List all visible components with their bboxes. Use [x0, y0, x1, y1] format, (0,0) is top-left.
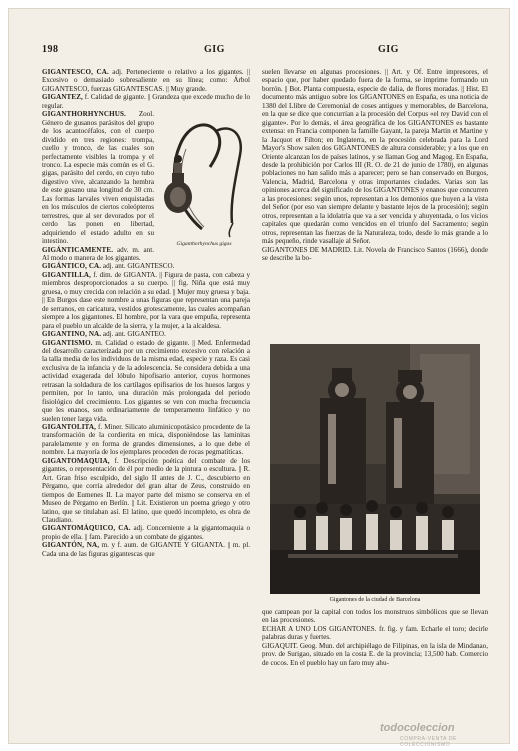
- entry-headword: GIGANTILLA,: [42, 270, 91, 279]
- entry-gigantolita: [42, 423, 250, 457]
- entry-gigantismo: [42, 339, 250, 424]
- worm-figure: [158, 111, 250, 251]
- entry-giganthorhynchus: [42, 110, 250, 248]
- page-number: 198: [42, 44, 59, 55]
- right-column-bottom: [262, 608, 488, 718]
- entry-headword: GIGANTESCO, CA.: [42, 68, 109, 76]
- entry-headword: GIGÁNTICAMENTE.: [42, 245, 114, 254]
- header-guide-word-right: GIG: [378, 44, 399, 55]
- entry-gigantomaquia: [42, 457, 250, 525]
- entry-definition: adj. Perteneciente o relativo a los gigantes. || Excesivo o demasiado sobresaliente en su línea; como: Árbol GIGANTESCO, fuerzas GIGANTESCAS. || Muy grande.: [42, 68, 250, 93]
- right-column-top: [262, 68, 488, 344]
- entry-gigantez: [42, 93, 250, 110]
- gigantones-photo: [270, 344, 480, 594]
- left-column: [42, 68, 250, 728]
- watermark: [366, 718, 506, 746]
- gigantones-de-madrid-continuation: que campean por la capital con todos los monstruos simbólicos que se llevan en las procesiones.: [262, 608, 488, 625]
- worm-illustration: [158, 111, 250, 239]
- entry-gigantesco: [42, 68, 250, 93]
- entry-echar-a-uno: ECHAR A UNO LOS GIGANTONES. fr. fig. y fam. Echarle el toro; decirle palabras duras y fuertes.: [262, 624, 488, 642]
- entry-definition: adj. ant. GIGANTEO.: [101, 330, 166, 339]
- entry-gigantino: [42, 330, 250, 338]
- entry-definition: adv. m. ant. Al modo o manera de los gigantes.: [42, 245, 154, 262]
- entry-headword: GIGANTOMAQUIA,: [42, 456, 110, 465]
- watermark-subtitle: COMPRA-VENTA DE COLECCIONISMO: [400, 736, 457, 748]
- entry-definition: m. y f. aum. de GIGANTE Y GIGANTA. || m. pl. Cada una de las figuras gigantescas que: [42, 541, 250, 558]
- gigantones-de-madrid-line: GIGANTONES DE MADRID. Lit. Novela de Francisco Santos (1666), donde se describe la bo-: [262, 245, 488, 262]
- page-sheet: [8, 8, 510, 744]
- page-header: [42, 44, 488, 58]
- entry-headword: GIGANTINO, NA.: [42, 330, 102, 339]
- entry-definition: f. Miner. Silicato aluminicopotásico procedente de la transformación de la cordierita en mica, disponiéndose las laminitas paralelamente y en forma de grandes dimensiones, a lo que debe el nombre. La mayoría de los ejemplares proceden de rocas pegmatíticas.: [42, 423, 250, 457]
- photo-block: [262, 344, 488, 606]
- entry-definition: f. Calidad de gigante. || Grandeza que excede mucho de lo regular.: [42, 93, 250, 110]
- header-guide-word-left: GIG: [204, 44, 225, 55]
- entry-headword: GIGANTOLITA,: [42, 423, 96, 432]
- entry-headword: GIGANTEZ,: [42, 93, 83, 102]
- entry-gigantico: [42, 262, 250, 270]
- entry-definition: adj. Concerniente a la gigantomaquia o propio de ella. || fam. Parecido a un combate de gigantes.: [42, 524, 250, 541]
- gigantones-photo-image: [270, 344, 480, 594]
- entry-definition: Zool. Género de gusanos parásitos del grupo de los acantocéfalos, con el cuerpo dividido en tres regiones: trompa, cuello y tronco, de las cuales son perfectamente visibles la trompa y el tronco. La especie más común es el G. gigas, parásito del cerdo, en cuyo tubo digestivo vive, alcanzando la hembra de este gusano una longitud de 30 cm. Las formas larvales viven enquistadas en los músculos de ciertos coleópteros terrestres, que al ser devorados por el cerdo las ponen en libertad, adquiriendo el estado adulto en su intestino.: [42, 110, 154, 246]
- entry-headword: GIGÁNTICO, CA.: [42, 262, 102, 271]
- entry-definition: f. dim. de GIGANTA. || Figura de pasta, con cabeza y miembros desproporcionados a su cuerpo. || fig. Niña que está muy gruesa, o muy crecida con relación a su edad. || Mujer muy gruesa y baja. || En Burgos dase este nombre a unas figuras que representan una pareja de serranos, en caricatura, vestidos grotescamente, las cuales acompañan siempre a los gigantones. El hombre, por la vara que empuña, representa para el pueblo un alcalde de la sierra, y la mujer, a la alcaldesa.: [42, 270, 250, 330]
- entry-gigantilla: [42, 271, 250, 330]
- entry-gigaquit: GIGAQUIT. Geog. Mun. del archipiélago de Filipinas, en la isla de Mindanao, prov. de Surigao, situado en la costa E. de la provincia; 13,500 hab. Comercio de cocos. En el pueblo hay un faro muy ahu-: [262, 641, 488, 667]
- entry-definition: adj. ant. GIGANTESCO.: [101, 262, 175, 271]
- entry-definition: f. Descripción poética del combate de los gigantes, o representación de él por medio de la pintura o escultura. || R. Art. Gran friso esculpido, del siglo II antes de J. C., descubierto en Pérgamo, que corría alrededor del gran altar de Zeus, construido en tiempos de Eumenes II. La mayor parte del mismo se conserva en el Museo de Pérgamo en Berlín. || Lit. Existieron un poema griego y otro latino, que se titulaban así. El latino, que quedó incompleto, es obra de Claudiano.: [42, 456, 250, 525]
- entry-gigantomaquico: [42, 524, 250, 541]
- entry-headword: GIGANTHORHYNCHUS.: [42, 110, 126, 119]
- entry-headword: GIGANTISMO.: [42, 338, 93, 347]
- entry-headword: GIGANTÓN, NA,: [42, 541, 100, 550]
- worm-figure-caption: Giganthorhynchus gigas: [176, 241, 232, 248]
- watermark-brand: todocoleccion: [380, 722, 455, 734]
- entry-definition: m. Calidad o estado de gigante. || Med. Enfermedad del desarrollo caracterizada por un crecimiento excesivo con relación a la talla media de los individuos de la misma edad, especie y raza. Es casi exclusiva de la infancia y de la adolescencia. Se considera debida a una actividad exagerada del lóbulo hipofisario anterior, cuyos hormones retrasan la soldadura de los cartílagos epifisarios de los huesos largos y permiten, por lo tanto, una duración más prolongada del periodo fisiológico del crecimiento. Los gigantes se ven con mucha frecuencia que les enanos, son ordinariamente de temperamento linfático y no suelen tener larga vida.: [42, 338, 250, 423]
- entry-giganton: [42, 541, 250, 558]
- giganton-continuation: suelen llevarse en algunas procesiones. || Art. y Of. Entre impresores, el espacio que, por haber quedado fuera de la forma, se imprime formando un borrón. || Bot. Planta compuesta, especie de dalia, de flores moradas. || Hist. El documento más antiguo sobre los GIGANTONES en España, es una noticia de 1380 del Llibre de Ceremonial de coses antigues y memorables, de Barcelona, en la que se dice que concurrían a la procesión del Corpus «el rey David con el gigante». Por lo demás, el área geográfica de los GIGANTONES es bastante extensa: en Francia componen la famille Gayant, la pareja Martin et Martine y la Jacquot et Filton; en Inglaterra, en la procesión celebrada para la Lord Mayor's Show salen dos GIGANTONES de altura considerable; y a los que en Oriente alcanzan los de países latinos, y se llaman Gog and Magog. En España, desde la prohibición por Carlos III (R. O. de 21 de junio de 1780), en algunas poblaciones no han salido más a aparecer; pero se han conservado en Burgos, Valencia, Madrid, Barcelona y otras importantes ciudades. Varias son las opiniones acerca del significado de los GIGANTONES y enanos que concurren a las procesiones: según unos, representan a los demonios que huyen a la vista del Señor (por eso van siempre delante y bastante lejos de la procesión); según otros, representan a la idolatría que va a ser vencida y ahuyentada, o los vicios capitales que quedarán como vencidos en el triunfo del Sacramento; según otros, representan las fuerzas de la Naturaleza, todo, desde lo más grande a lo más pequeño, rinde vasallaje al Señor.: [262, 68, 488, 246]
- entry-headword: GIGANTOMÁQUICO, CA.: [42, 524, 131, 533]
- photo-caption: Gigantones de la ciudad de Barcelona: [329, 597, 421, 603]
